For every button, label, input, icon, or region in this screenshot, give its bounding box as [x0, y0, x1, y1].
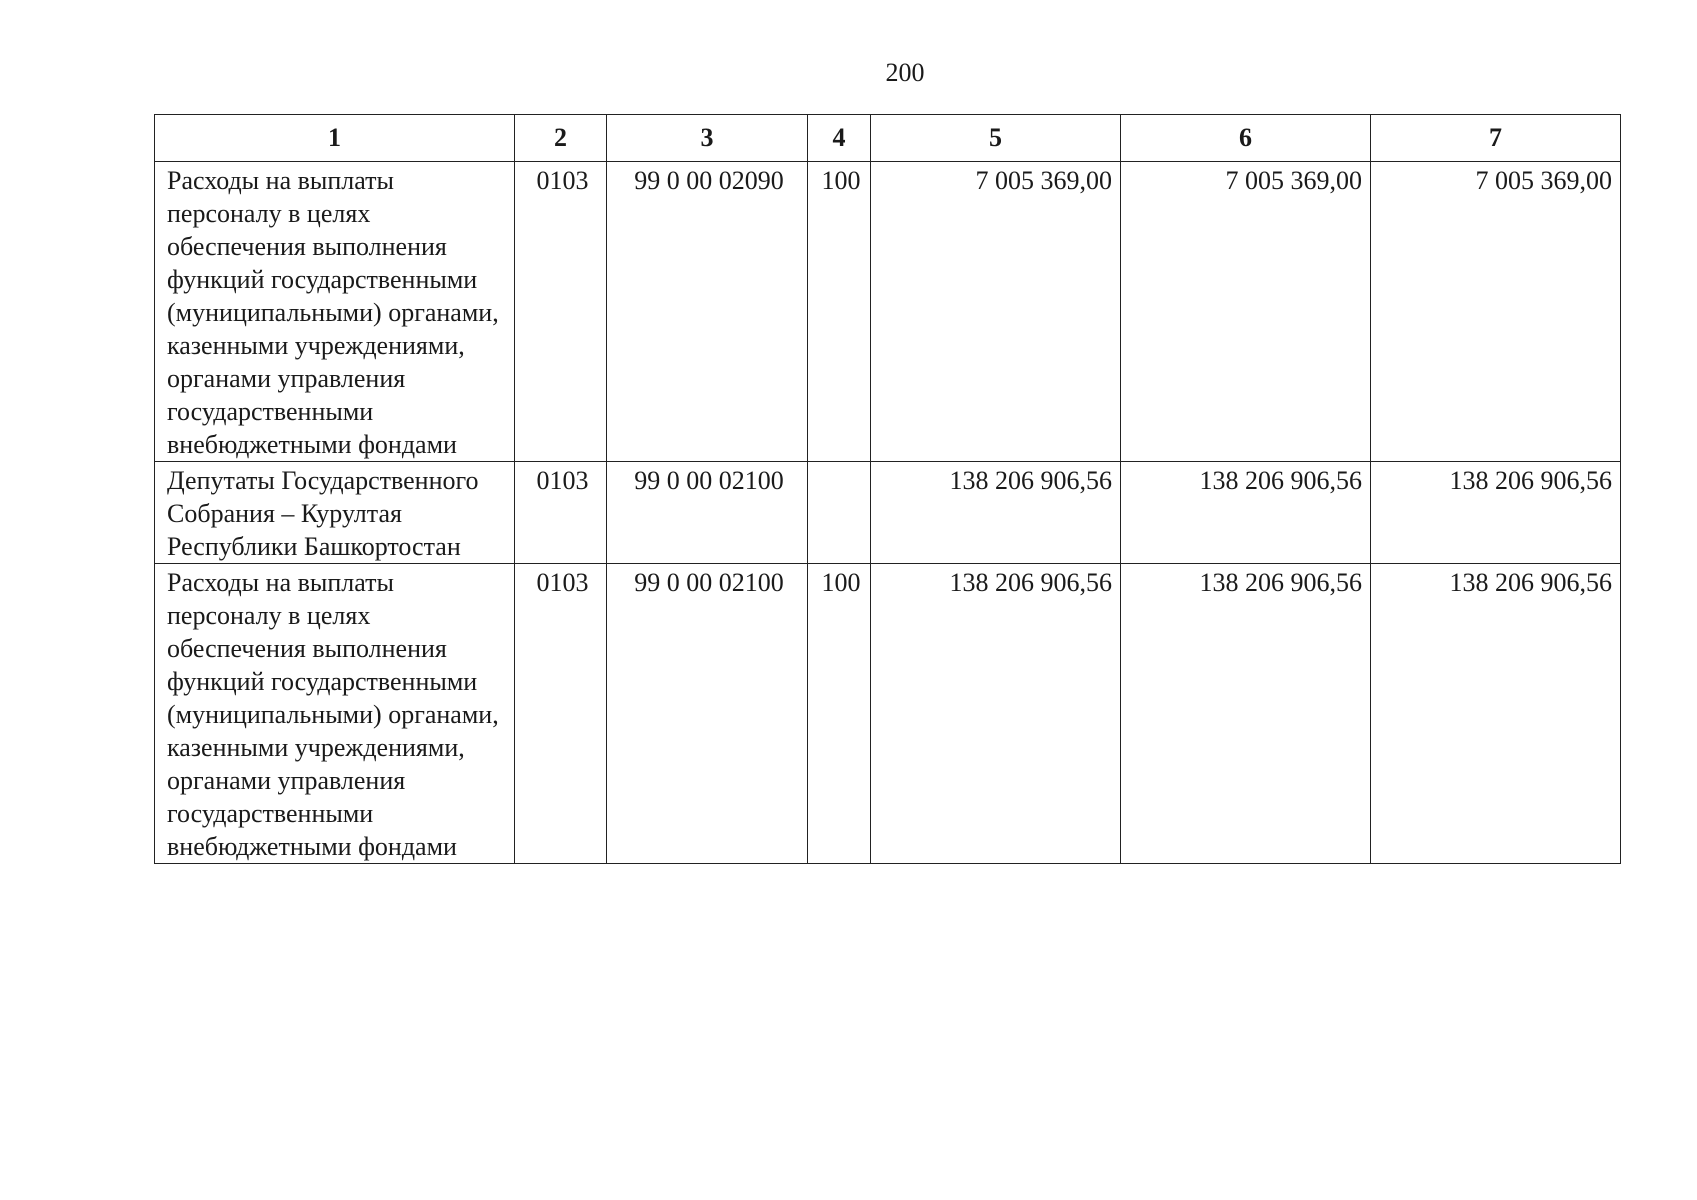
row-expense-type: 100	[808, 564, 871, 864]
row-amount-5: 138 206 906,56	[871, 564, 1121, 864]
row-target-article: 99 0 00 02100	[607, 462, 808, 564]
table-row	[155, 564, 1621, 864]
column-header-5: 5	[871, 115, 1121, 162]
row-amount-7: 138 206 906,56	[1371, 564, 1621, 864]
column-header-6: 6	[1121, 115, 1371, 162]
row-target-article: 99 0 00 02100	[607, 564, 808, 864]
column-header-1: 1	[155, 115, 515, 162]
row-amount-7: 7 005 369,00	[1371, 162, 1621, 462]
column-header-7: 7	[1371, 115, 1621, 162]
row-name: Расходы на выплаты персоналу в целях обеспечения выполнения функций государственными (муниципальными) органами, казенными учреждениями, органами управления государственными внебюджетными фондами	[155, 162, 515, 462]
column-header-4: 4	[808, 115, 871, 162]
column-header-2: 2	[515, 115, 607, 162]
row-amount-6: 7 005 369,00	[1121, 162, 1371, 462]
row-section: 0103	[515, 462, 607, 564]
row-amount-5: 138 206 906,56	[871, 462, 1121, 564]
table-row	[155, 162, 1621, 462]
row-section: 0103	[515, 162, 607, 462]
row-name: Депутаты Государственного Собрания – Курултая Республики Башкортостан	[155, 462, 515, 564]
row-section: 0103	[515, 564, 607, 864]
column-header-3: 3	[607, 115, 808, 162]
budget-table	[154, 114, 1621, 864]
page-number: 200	[885, 58, 925, 87]
row-amount-6: 138 206 906,56	[1121, 462, 1371, 564]
row-expense-type: 100	[808, 162, 871, 462]
row-target-article: 99 0 00 02090	[607, 162, 808, 462]
row-name: Расходы на выплаты персоналу в целях обеспечения выполнения функций государственными (муниципальными) органами, казенными учреждениями, органами управления государственными внебюджетными фондами	[155, 564, 515, 864]
row-amount-7: 138 206 906,56	[1371, 462, 1621, 564]
row-expense-type	[808, 462, 871, 564]
row-amount-5: 7 005 369,00	[871, 162, 1121, 462]
table-header-row	[155, 115, 1621, 162]
row-amount-6: 138 206 906,56	[1121, 564, 1371, 864]
table-row	[155, 462, 1621, 564]
